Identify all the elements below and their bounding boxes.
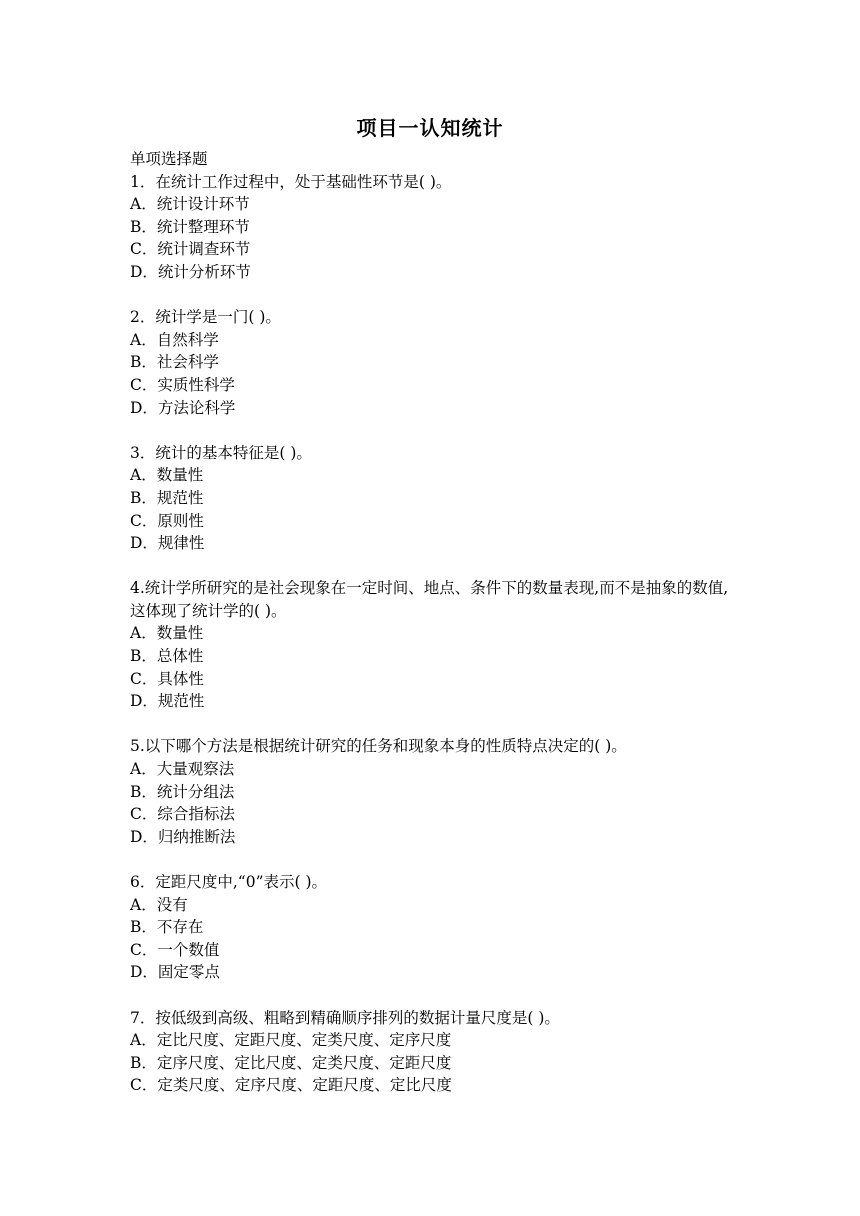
question-1 [130,171,740,284]
section-heading: 单项选择题 [130,150,208,168]
option-a: A．定比尺度、定距尺度、定类尺度、定序尺度 [130,1031,452,1050]
option-d: D．规律性 [130,534,205,553]
question-stem: 3．统计的基本特征是( )。 [130,443,312,462]
question-stem: 2．统计学是一门( )。 [130,308,281,327]
option-b: B．规范性 [130,488,204,507]
question-stem: 7．按低级到高级、粗略到精确顺序排列的数据计量尺度是( )。 [130,1008,560,1027]
option-b: B．定序尺度、定比尺度、定类尺度、定距尺度 [130,1053,452,1072]
option-d: D．方法论科学 [130,398,236,417]
option-c: C．具体性 [130,669,204,688]
question-3 [130,442,740,555]
question-2 [130,306,740,419]
option-a: A．自然科学 [130,330,219,349]
option-c: C．一个数值 [130,940,220,959]
option-b: B．总体性 [130,647,204,666]
question-6 [130,871,740,984]
option-c: C．统计调查环节 [130,240,251,259]
question-stem: 6．定距尺度中,“0”表示( )。 [130,873,328,891]
option-b: B．社会科学 [130,353,219,372]
question-4 [130,577,740,713]
option-a: A．数量性 [130,466,204,485]
option-c: C．综合指标法 [130,805,235,824]
option-a: A．数量性 [130,624,204,643]
option-b: B．统计整理环节 [130,217,250,236]
question-list [130,148,740,1097]
question-7 [130,1007,740,1097]
option-d: D．规范性 [130,692,205,711]
document-title: 项目一认知统计 [356,116,504,140]
question-stem: 4.统计学所研究的是社会现象在一定时间、地点、条件下的数量表现,而不是抽象的数值,这体现了统计学的( )。 [130,579,729,620]
option-d: D．固定零点 [130,963,220,982]
option-c: C．定类尺度、定序尺度、定距尺度、定比尺度 [130,1076,452,1095]
question-5 [130,735,740,848]
option-d: D．统计分析环节 [130,262,251,281]
option-c: C．原则性 [130,511,204,530]
option-a: A．大量观察法 [130,760,235,779]
question-stem: 1．在统计工作过程中，处于基础性环节是( )。 [130,172,452,191]
option-b: B．不存在 [130,918,204,937]
question-stem: 5.以下哪个方法是根据统计研究的任务和现象本身的性质特点决定的( )。 [130,737,627,756]
option-a: A．统计设计环节 [130,195,250,214]
option-d: D．归纳推断法 [130,827,236,846]
option-a: A．没有 [130,895,188,914]
option-b: B．统计分组法 [130,782,235,801]
option-c: C．实质性科学 [130,375,235,394]
